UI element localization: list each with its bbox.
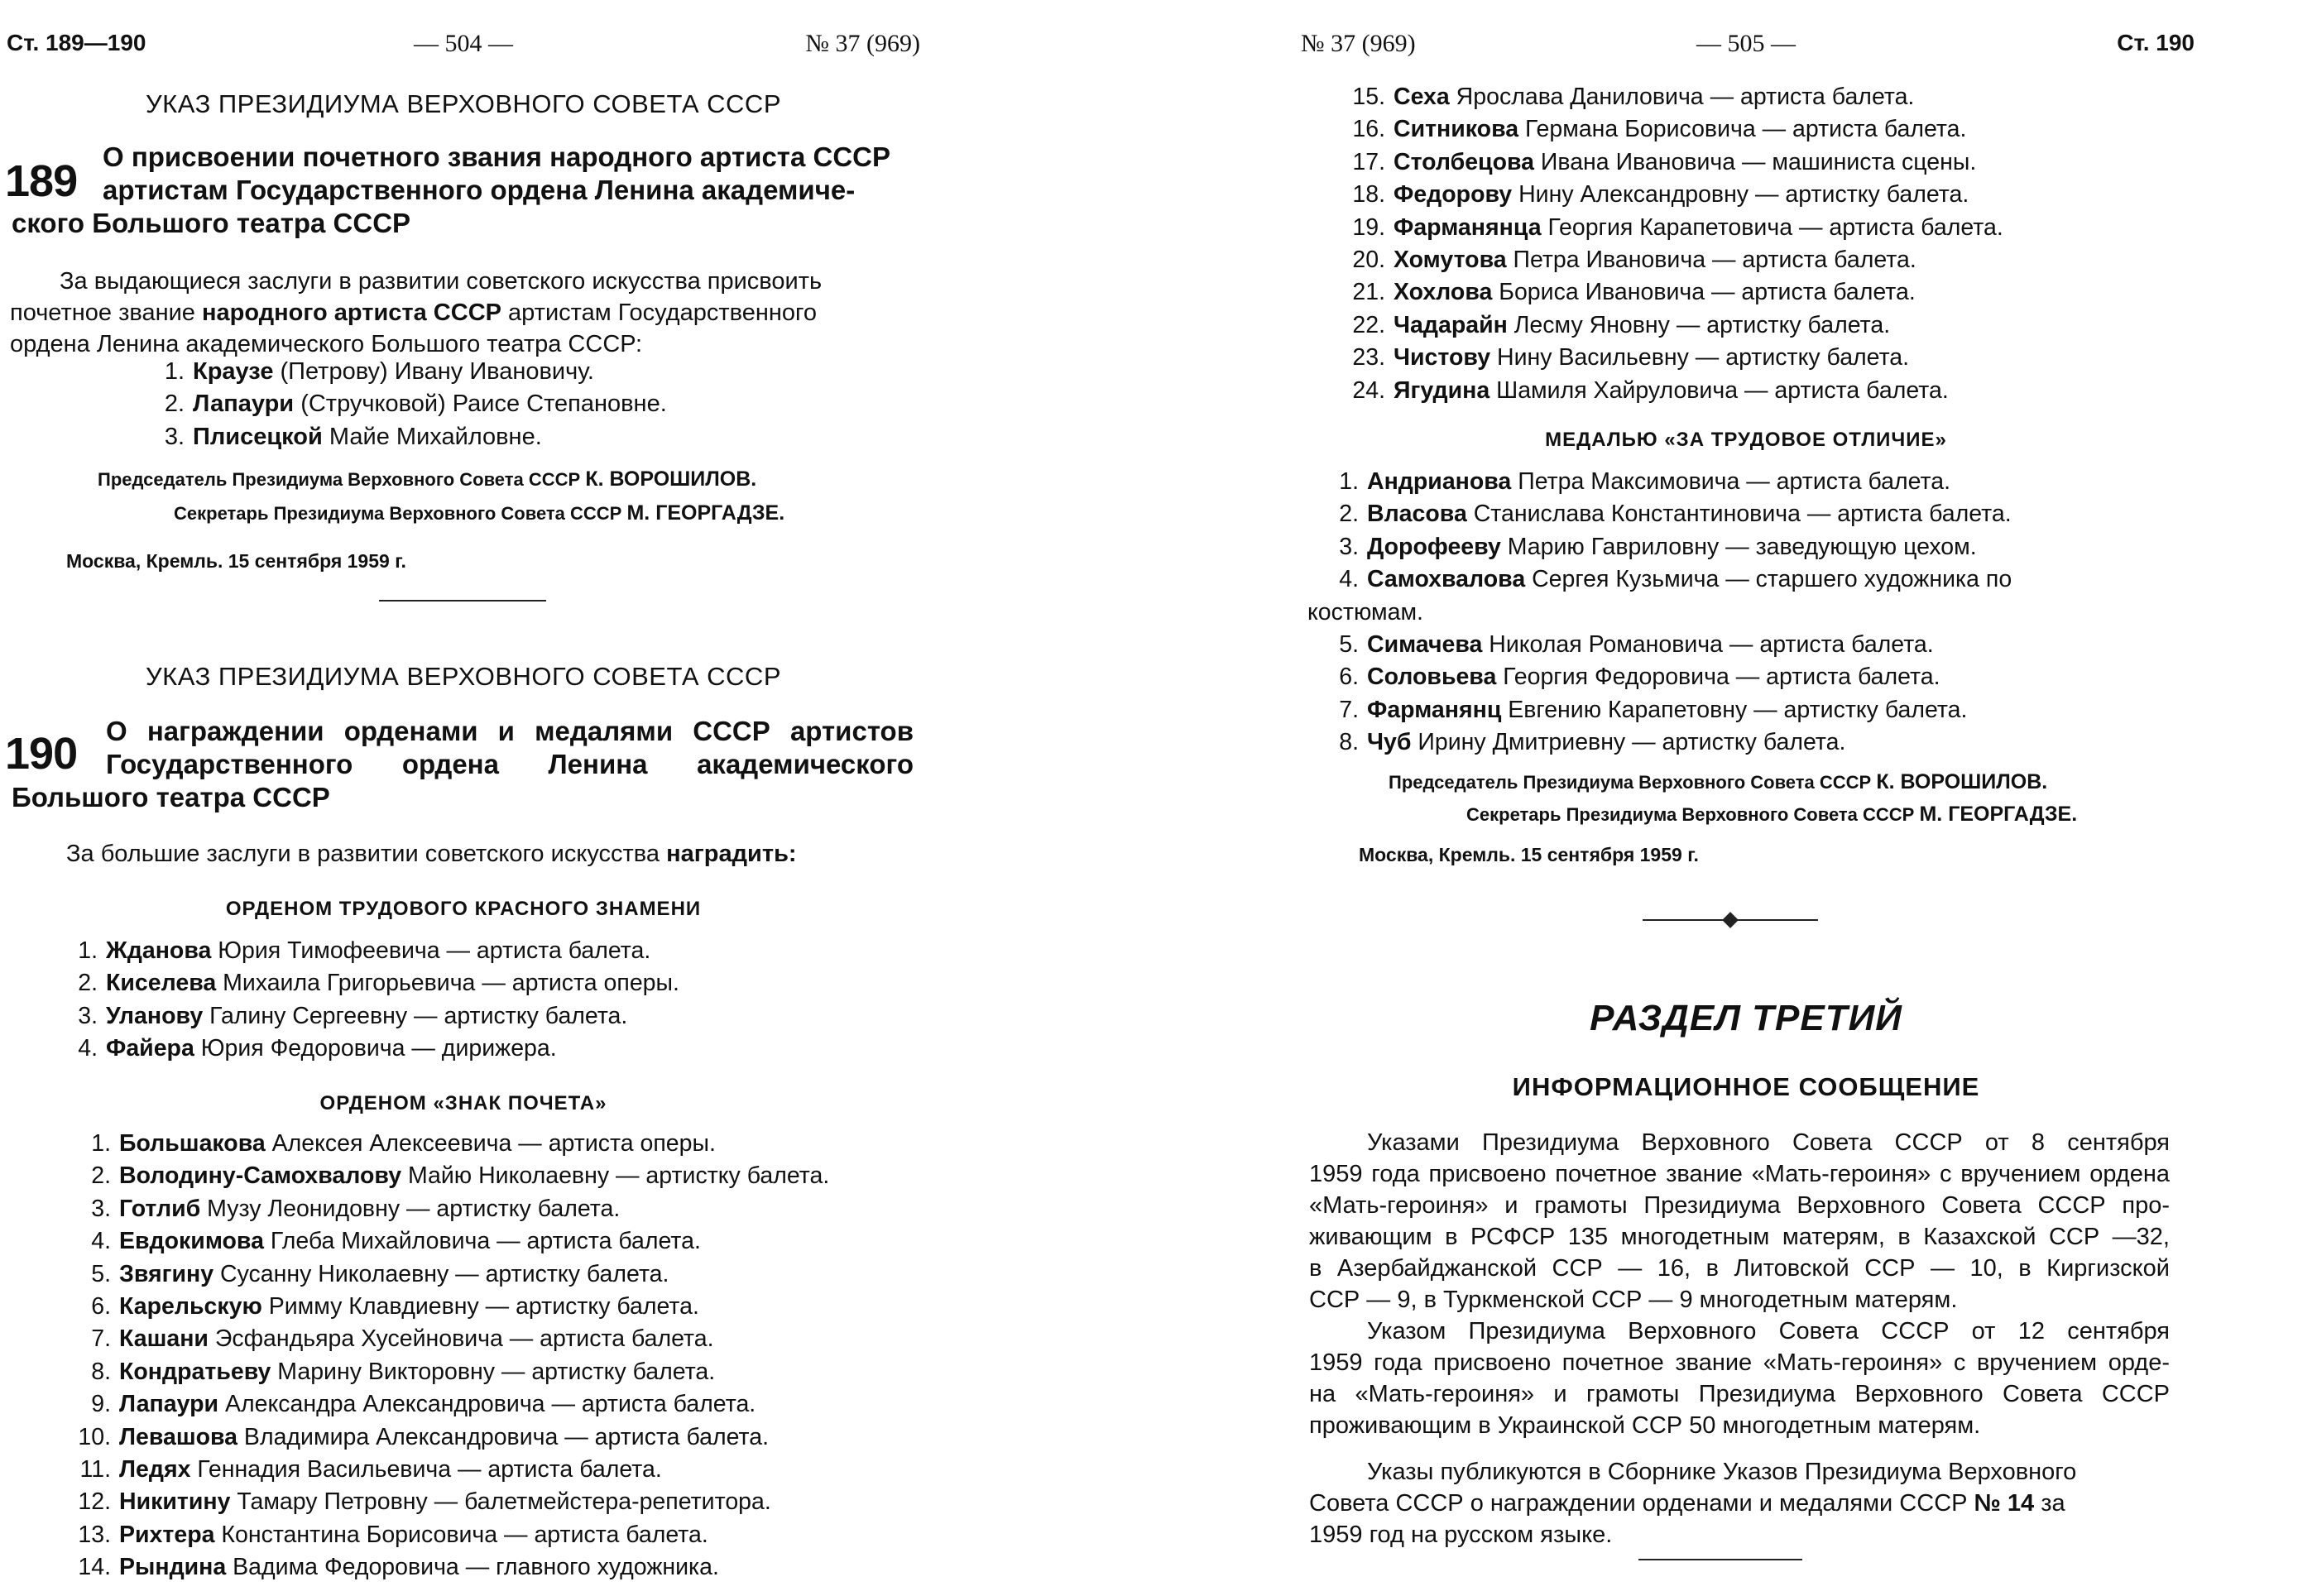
decree-title <box>12 715 914 814</box>
info-text: Совета СССР о награждении орденами и медалями СССР <box>1309 1490 1974 1517</box>
item-description: (Петрову) Ивану Ивановичу. <box>273 358 594 385</box>
list-item <box>1307 661 2168 693</box>
list-item <box>74 1388 829 1421</box>
info-line <box>1309 1488 2170 1519</box>
item-description: Германа Борисовича — артиста балета. <box>1518 116 1967 143</box>
decree-title-line: ского Большого театра СССР <box>12 208 411 238</box>
item-description: Вадима Федоровича — главного художника. <box>226 1554 719 1581</box>
item-surname: Жданова <box>106 937 212 964</box>
page-number: — 504 — <box>414 30 513 57</box>
item-number: 22. <box>1352 311 1385 338</box>
divider <box>379 600 546 601</box>
item-number: 5. <box>91 1260 111 1287</box>
item-number: 1. <box>164 358 185 385</box>
list-item <box>161 421 667 453</box>
item-description: Лесму Яновну — артистку балета. <box>1507 311 1891 338</box>
list-item <box>74 1291 829 1323</box>
item-description: Геннадия Васильевича — артиста балета. <box>190 1455 662 1483</box>
item-surname: Краузе <box>193 358 274 385</box>
item-surname: Федорову <box>1394 181 1513 208</box>
intro-line: За выдающиеся заслуги в развитии советского искусства присвоить <box>60 268 823 295</box>
list-item <box>74 1519 829 1551</box>
signature-label: Секретарь Президиума Верховного Совета СССР <box>1466 804 1915 825</box>
list-item <box>74 1486 829 1518</box>
decree-heading: УКАЗ ПРЕЗИДИУМА ВЕРХОВНОГО СОВЕТА СССР <box>145 662 781 691</box>
item-description: Ирину Дмитриевну — артистку балета. <box>1411 729 1846 756</box>
item-number: 3. <box>164 423 185 450</box>
item-number: 1. <box>91 1130 111 1157</box>
medal-title: МЕДАЛЬЮ «ЗА ТРУДОВОЕ ОТЛИЧИЕ» <box>1545 429 1947 451</box>
item-surname: Хохлова <box>1394 279 1493 306</box>
item-number: 11. <box>79 1455 111 1483</box>
item-number: 3. <box>78 1002 98 1029</box>
decree-title-line: О награждении орденами и медалями СССР артистов <box>106 716 914 746</box>
info-line: в Азербайджанской ССР — 16, в Литовской ССР — 10, в Киргизской <box>1309 1255 2170 1282</box>
list-item <box>74 1033 679 1065</box>
info-line: живающим в РСФСР 135 многодетным матерям, в Казахской ССР —32, <box>1309 1224 2170 1250</box>
info-line: 1959 года присвоено почетное звание «Мать-героиня» с вручением орде- <box>1309 1349 2170 1376</box>
item-surname: Готлиб <box>119 1195 201 1222</box>
item-surname: Ситникова <box>1394 116 1519 143</box>
list-item <box>1307 563 2168 596</box>
list-item <box>1349 179 2003 211</box>
list-item <box>74 1356 829 1388</box>
info-text: за <box>2034 1490 2065 1517</box>
info-line: Указом Президиума Верховного Совета СССР от 12 сентября <box>1367 1318 2170 1344</box>
item-description: Музу Леонидовну — артистку балета. <box>200 1195 621 1222</box>
item-description: Нину Александровну — артистку балета. <box>1512 181 1969 208</box>
item-surname: Чуб <box>1367 729 1412 756</box>
item-surname: Файера <box>106 1035 194 1062</box>
decree-title-line: артистам Государственного ордена Ленина академиче- <box>103 175 856 205</box>
list-item <box>74 1421 829 1454</box>
list-item <box>74 1454 829 1486</box>
column-numbers: Ст. 190 <box>2117 30 2195 55</box>
info-line: на «Мать-героиня» и грамоты Президиума Верховного Совета СССР <box>1309 1381 2170 1407</box>
list-item <box>1349 113 2003 146</box>
item-description: Тамару Петровну — балетмейстера-репетитора. <box>230 1488 771 1516</box>
list-item <box>74 1323 829 1355</box>
list-item <box>74 1551 829 1584</box>
item-description: Галину Сергеевну — артистку балета. <box>203 1002 628 1029</box>
item-description: Георгия Карапетовича — артиста балета. <box>1541 213 2003 241</box>
item-description: Майе Михайловне. <box>322 423 542 450</box>
item-description: Алексея Алексеевича — артиста оперы. <box>265 1130 716 1157</box>
intro-line <box>10 297 908 328</box>
list-item <box>1307 726 2168 759</box>
item-number: 1. <box>78 937 98 964</box>
item-description: Бориса Ивановича — артиста балета. <box>1492 279 1916 306</box>
intro-line: ордена Ленина академического Большого театра СССР: <box>10 331 643 357</box>
item-description: Юрия Тимофеевича — артиста балета. <box>211 937 651 964</box>
page-header <box>0 30 927 63</box>
item-number: 7. <box>1339 696 1359 723</box>
item-description: Евгению Карапетовну — артистку балета. <box>1501 696 1968 723</box>
item-description: Эсфандьяра Хусейновича — артиста балета. <box>208 1325 714 1353</box>
list-item <box>74 967 679 999</box>
place-date: Москва, Кремль. 15 сентября 1959 г. <box>1359 844 1699 865</box>
signature-name: М. ГЕОРГАДЗЕ. <box>626 501 785 525</box>
item-surname: Соловьева <box>1367 664 1497 691</box>
item-surname: Рихтера <box>119 1521 215 1548</box>
item-number: 4. <box>78 1035 98 1062</box>
list-item <box>1349 375 2003 407</box>
info-line: Указами Президиума Верховного Совета СССР от 8 сентября <box>1367 1129 2170 1156</box>
item-number: 2. <box>91 1162 111 1190</box>
list-item <box>1349 244 2003 276</box>
item-surname: Карельскую <box>119 1292 262 1320</box>
signature-name: К. ВОРОШИЛОВ. <box>585 467 757 491</box>
list-item <box>1349 276 2003 309</box>
info-paragraph <box>1309 1456 2170 1550</box>
item-description: Ярослава Даниловича — артиста балета. <box>1449 84 1915 110</box>
decree-number: 190 <box>5 729 78 779</box>
item-description: Марину Викторовну — артистку балета. <box>271 1358 716 1385</box>
item-surname: Рындина <box>119 1554 227 1581</box>
item-number: 15. <box>1352 84 1385 110</box>
item-number: 2. <box>1339 501 1359 528</box>
section-title: РАЗДЕЛ ТРЕТИЙ <box>1590 998 1902 1038</box>
list-item <box>74 1128 829 1160</box>
item-surname: Фарманянца <box>1394 213 1542 241</box>
item-surname: Хомутова <box>1394 246 1507 273</box>
item-surname: Фарманянц <box>1367 696 1502 723</box>
chairman-signature <box>98 467 756 491</box>
item-description: Майю Николаевну — артистку балета. <box>401 1162 830 1190</box>
item-number: 6. <box>1339 664 1359 691</box>
item-number: 2. <box>164 391 185 418</box>
decree-number: 189 <box>5 156 78 206</box>
list-item <box>74 1160 829 1192</box>
item-number: 16. <box>1352 116 1385 143</box>
item-description: Константина Борисовича — артиста балета. <box>214 1521 708 1548</box>
item-surname: Ягудина <box>1394 376 1490 404</box>
item-surname: Плисецкой <box>193 423 323 450</box>
item-number: 18. <box>1352 181 1385 208</box>
item-surname: Кашани <box>119 1325 209 1353</box>
item-surname: Уланову <box>106 1002 204 1029</box>
intro-text: артистам Государственного <box>501 300 818 326</box>
item-description: Сергея Кузьмича — старшего художника по <box>1525 566 2012 593</box>
item-description: (Стручковой) Раисе Степановне. <box>294 391 667 418</box>
page-number: — 505 — <box>1696 30 1796 57</box>
intro-verb-bold: наградить: <box>666 841 797 867</box>
item-surname: Володину-Самохвалову <box>119 1162 402 1190</box>
list-item <box>1307 531 2168 563</box>
intro-text: почетное звание <box>10 300 202 326</box>
decree-title-line: Государственного ордена Ленина академического <box>106 749 914 779</box>
item-description: Римму Клавдиевну — артистку балета. <box>261 1292 699 1320</box>
info-line: 1959 года присвоено почетное звание «Мать-героиня» с вручением ордена <box>1309 1161 2170 1187</box>
item-surname: Симачева <box>1367 630 1483 658</box>
secretary-signature <box>1466 803 2077 827</box>
order-title: ОРДЕНОМ «ЗНАК ПОЧЕТА» <box>319 1092 607 1114</box>
item-number: 8. <box>1339 729 1359 756</box>
signature-label: Председатель Президиума Верховного Совета СССР <box>98 469 581 490</box>
divider-ornament <box>1722 912 1739 928</box>
list-item <box>74 1000 679 1033</box>
issue-number: № 37 (969) <box>1301 30 1416 57</box>
intro-title-bold: народного артиста СССР <box>202 300 501 326</box>
info-paragraph <box>1309 1316 2170 1441</box>
item-surname: Сеха <box>1394 84 1450 110</box>
list-item <box>1307 597 2168 629</box>
list-item <box>1307 498 2168 530</box>
list-item <box>1349 212 2003 244</box>
item-number: 3. <box>1339 533 1359 560</box>
item-number: 3. <box>91 1195 111 1222</box>
item-description: Михаила Григорьевича — артиста оперы. <box>216 970 679 997</box>
item-surname: Звягину <box>119 1260 214 1287</box>
item-description: Николая Романовича — артиста балета. <box>1482 630 1934 658</box>
page-header <box>1291 30 2201 63</box>
item-description: Глеба Михайловича — артиста балета. <box>263 1228 701 1255</box>
item-description: Шамиля Хайруловича — артиста балета. <box>1490 376 1949 404</box>
divider <box>1638 1559 1802 1560</box>
info-line: 1959 год на русском языке. <box>1309 1522 1613 1548</box>
item-surname: Ледях <box>119 1455 191 1483</box>
item-surname: Киселева <box>106 970 217 997</box>
item-number: 9. <box>91 1391 111 1418</box>
item-number: 12. <box>78 1488 111 1516</box>
item-surname: Никитину <box>119 1488 231 1516</box>
item-number: 6. <box>91 1292 111 1320</box>
signature-label: Председатель Президиума Верховного Совета СССР <box>1389 772 1872 793</box>
item-surname: Кондратьеву <box>119 1358 271 1385</box>
item-description: Георгия Федоровича — артиста балета. <box>1496 664 1940 691</box>
decree-heading: УКАЗ ПРЕЗИДИУМА ВЕРХОВНОГО СОВЕТА СССР <box>145 89 781 118</box>
item-description: Станислава Константиновича — артиста балета. <box>1466 501 2012 528</box>
secretary-signature <box>174 501 784 525</box>
awardee-list <box>1349 81 2003 407</box>
info-line: ССР — 9, в Туркменской ССР — 9 многодетным матерям. <box>1309 1287 1958 1313</box>
info-line: «Мать-героиня» и грамоты Президиума Верховного Совета СССР про- <box>1309 1192 2170 1219</box>
item-surname: Лапаури <box>119 1391 219 1418</box>
item-surname: Чадарайн <box>1394 311 1508 338</box>
decree-title-line: О присвоении почетного звания народного артиста СССР <box>103 141 890 172</box>
item-number: 13. <box>78 1521 111 1548</box>
info-paragraph <box>1309 1127 2170 1316</box>
item-description: Александра Александровича — артиста балета. <box>218 1391 756 1418</box>
awardee-list <box>161 356 667 453</box>
list-item <box>161 356 667 388</box>
decree-intro <box>10 266 908 360</box>
info-line: проживающим в Украинской ССР 50 многодетным матерям. <box>1309 1412 1981 1439</box>
item-number: 24. <box>1352 376 1385 404</box>
item-number: 1. <box>1339 468 1359 495</box>
awardee-list <box>1307 466 2168 760</box>
item-description: Марию Гавриловну — заведующую цехом. <box>1500 533 1977 560</box>
list-item <box>1349 309 2003 342</box>
item-description: Сусанну Николаевну — артистку балета. <box>213 1260 669 1287</box>
item-description: костюмам. <box>1307 598 1423 625</box>
list-item <box>1307 629 2168 661</box>
item-surname: Чистову <box>1394 344 1491 371</box>
item-number: 5. <box>1339 630 1359 658</box>
item-number: 4. <box>91 1228 111 1255</box>
decree-title-line: Большого театра СССР <box>12 782 330 812</box>
left-page <box>0 0 927 1596</box>
list-item <box>74 1225 829 1258</box>
item-surname: Столбецова <box>1394 148 1534 175</box>
item-description: Юрия Федоровича — дирижера. <box>194 1035 557 1062</box>
intro-text: За большие заслуги в развитии советского искусства <box>66 841 667 867</box>
item-number: 17. <box>1352 148 1385 175</box>
decree-title <box>12 141 914 240</box>
item-number: 2. <box>78 970 98 997</box>
issue-number: № 37 (969) <box>805 30 920 57</box>
item-surname: Андрианова <box>1367 468 1512 495</box>
info-title: ИНФОРМАЦИОННОЕ СООБЩЕНИЕ <box>1512 1072 1980 1101</box>
list-item <box>1349 342 2003 374</box>
list-item <box>1307 694 2168 726</box>
item-number: 20. <box>1352 246 1385 273</box>
list-item <box>74 935 679 967</box>
info-line: Указы публикуются в Сборнике Указов Президиума Верховного <box>1367 1459 2077 1485</box>
list-item <box>1307 466 2168 498</box>
awardee-list <box>74 935 679 1066</box>
item-number: 4. <box>1339 566 1359 593</box>
order-title: ОРДЕНОМ ТРУДОВОГО КРАСНОГО ЗНАМЕНИ <box>225 898 702 920</box>
item-number: 14. <box>78 1554 111 1581</box>
item-description: Петра Максимовича — артиста балета. <box>1511 468 1951 495</box>
decree-intro <box>66 838 910 870</box>
item-surname: Дорофееву <box>1367 533 1501 560</box>
item-description: Владимира Александровича — артиста балета. <box>237 1423 770 1450</box>
list-item <box>74 1193 829 1225</box>
chairman-signature <box>1389 770 2047 794</box>
item-surname: Власова <box>1367 501 1467 528</box>
signature-label: Секретарь Президиума Верховного Совета СССР <box>174 503 622 524</box>
item-number: 21. <box>1352 279 1385 306</box>
info-number-bold: № 14 <box>1974 1490 2035 1517</box>
item-description: Петра Ивановича — артиста балета. <box>1506 246 1916 273</box>
item-number: 23. <box>1352 344 1385 371</box>
item-number: 19. <box>1352 213 1385 241</box>
item-surname: Левашова <box>119 1423 238 1450</box>
item-number: 8. <box>91 1358 111 1385</box>
item-number: 7. <box>91 1325 111 1353</box>
item-surname: Евдокимова <box>119 1228 264 1255</box>
item-surname: Самохвалова <box>1367 566 1526 593</box>
item-number: 10. <box>78 1423 111 1450</box>
right-page <box>1291 0 2201 1596</box>
item-description: Нину Васильевну — артистку балета. <box>1490 344 1910 371</box>
list-item <box>161 388 667 420</box>
awardee-list <box>74 1128 829 1584</box>
list-item <box>1349 146 2003 179</box>
place-date: Москва, Кремль. 15 сентября 1959 г. <box>66 550 406 572</box>
signature-name: М. ГЕОРГАДЗЕ. <box>1919 803 2078 826</box>
column-numbers: Ст. 189—190 <box>7 30 146 55</box>
item-description: Ивана Ивановича — машиниста сцены. <box>1533 148 1977 175</box>
item-surname: Большакова <box>119 1130 266 1157</box>
list-item <box>1349 81 2003 113</box>
list-item <box>74 1258 829 1291</box>
item-surname: Лапаури <box>193 391 295 418</box>
signature-name: К. ВОРОШИЛОВ. <box>1876 770 2048 793</box>
